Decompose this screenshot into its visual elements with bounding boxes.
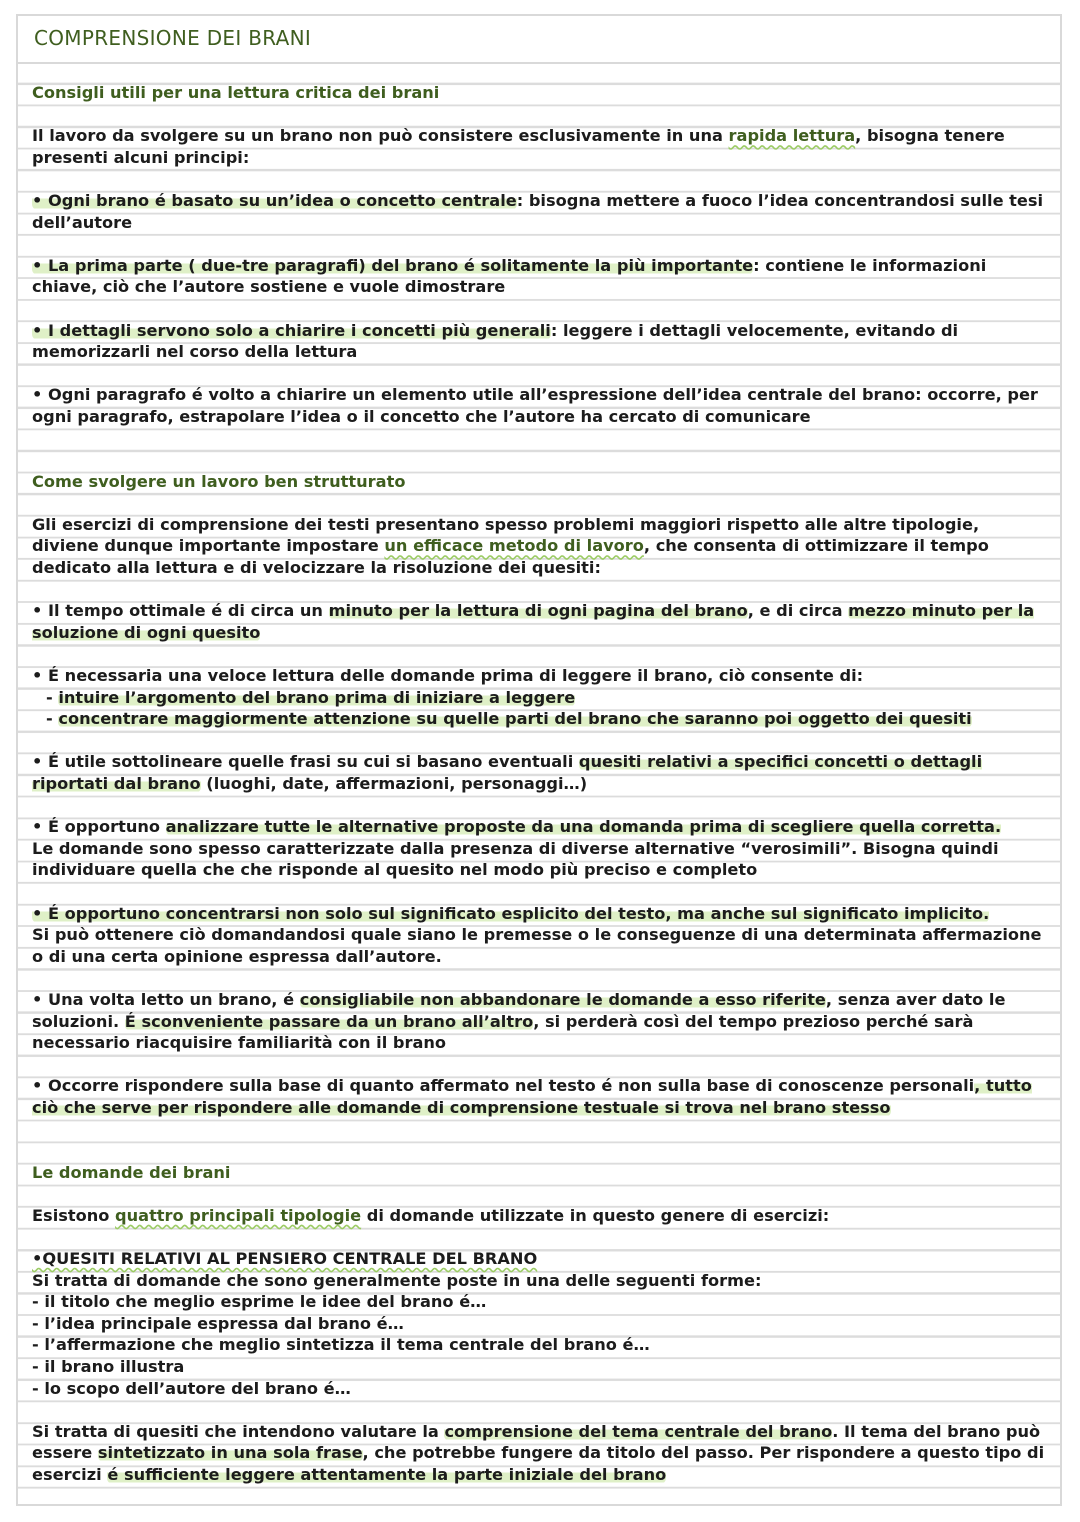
text: • Una volta letto un brano, é (32, 989, 300, 1009)
bullet-item (32, 665, 1050, 730)
text: di domande utilizzate in questo genere di esercizi: (361, 1205, 830, 1225)
highlight: consigliabile non abbandonare le domande a esso riferite (299, 989, 826, 1009)
highlight: • I dettagli servono solo a chiarire i concetti più generali (32, 320, 551, 340)
text: Il lavoro da svolgere su un brano non può consistere esclusivamente in una (32, 126, 729, 146)
form-item: - lo scopo dell’autore del brano é… (32, 1378, 351, 1398)
text: • Occorre rispondere sulla base di quanto affermato nel testo é non sulla base di conoscenze personali (32, 1076, 975, 1096)
paragraph (32, 514, 1050, 579)
note-sheet (16, 14, 1062, 1506)
text: , che potrebbe fungere da titolo del passo. Per rispondere a questo tipo di esercizi (32, 1443, 1045, 1484)
paragraph (32, 125, 1050, 168)
highlight: quesiti relativi a specifici concetti o dettagli riportati dal brano (32, 752, 983, 793)
highlight: • Ogni brano é basato su un’idea o concetto centrale (32, 190, 517, 210)
text: , si perderà così del tempo prezioso perché sarà necessario riacquisire familiarità con il brano (32, 1011, 974, 1053)
highlight: concentrare maggiormente attenzione su quelle parti del brano che saranno poi oggetto dei quesiti (58, 709, 972, 729)
highlight: quattro principali tipologie (115, 1205, 362, 1225)
text: Si tratta di domande che sono generalmente poste in una delle seguenti forme: (32, 1270, 762, 1290)
highlight: • É opportuno concentrarsi non solo sul significato esplicito del testo, ma anche sul significato implicito. (32, 903, 990, 923)
note-content (32, 62, 1050, 1486)
highlight: comprensione del tema centrale del brano (444, 1421, 833, 1441)
text: Gli esercizi di comprensione dei testi presentano spesso problemi maggiori rispetto alle altre tipologie, diviene dunque importante impostare (32, 514, 980, 556)
bullet-item (32, 816, 1050, 881)
text: , bisogna tenere presenti alcuni principi: (32, 126, 1005, 167)
bullet-item (32, 255, 1050, 298)
section-heading-consigli: Consigli utili per una lettura critica dei brani (32, 83, 440, 102)
paragraph (32, 1205, 1050, 1227)
bullet-item (32, 190, 1050, 233)
question-type-title: •QUESITI RELATIVI AL PENSIERO CENTRALE DEL BRANO (32, 1249, 538, 1269)
highlight: minuto per la lettura di ogni pagina del brano (328, 601, 748, 621)
bullet-item (32, 903, 1050, 968)
text: , che consenta di ottimizzare il tempo dedicato alla lettura e di velocizzare la risoluzione dei quesiti: (32, 536, 989, 578)
highlight: é sufficiente leggere attentamente la parte iniziale del brano (107, 1465, 667, 1484)
text: • É opportuno (32, 817, 166, 837)
highlight: sintetizzato in una sola frase (97, 1443, 363, 1463)
text: , senza aver dato le soluzioni. (32, 989, 1006, 1031)
page-title: COMPRENSIONE DEI BRANI (34, 26, 312, 50)
form-item: - l’idea principale espressa dal brano é… (32, 1313, 404, 1333)
bullet-item (32, 600, 1050, 643)
sub-item (32, 687, 1050, 709)
highlight: un efficace metodo di lavoro (384, 536, 644, 556)
text: Si tratta di quesiti che intendono valutare la (32, 1421, 445, 1441)
bullet-item (32, 320, 1050, 363)
text: : contiene le informazioni chiave, ciò che l’autore sostiene e vuole dimostrare (32, 255, 987, 297)
text: • É necessaria una veloce lettura delle domande prima di leggere il brano, ciò consente di: (32, 666, 864, 686)
text: . Il tema del brano può essere (32, 1421, 1041, 1463)
bullet-item (32, 751, 1050, 794)
text: : bisogna mettere a fuoco l’idea concentrandosi sulle tesi dell’autore (32, 190, 1044, 232)
title-bar (18, 16, 1060, 64)
text: • Il tempo ottimale é di circa un (32, 601, 329, 621)
highlight: analizzare tutte le alternative proposte da una domanda prima di scegliere quella corretta. (165, 817, 1002, 837)
bullet-item (32, 989, 1050, 1054)
form-item: - il brano illustra (32, 1357, 185, 1377)
bullet-item: • Ogni paragrafo é volto a chiarire un elemento utile all’espressione dell’idea centrale del brano: occorre, per ogni paragrafo, estrapolare l’idea o il concetto che l’autore ha cercato di comunicare (32, 385, 1038, 426)
sub-item (32, 708, 1050, 730)
highlight: , tutto ciò che serve per rispondere alle domande di comprensione testuale si trova nel brano stesso (32, 1076, 1032, 1117)
text: , e di circa (747, 601, 849, 621)
section-heading-domande: Le domande dei brani (32, 1162, 231, 1182)
section-heading-lavoro: Come svolgere un lavoro ben strutturato (32, 471, 406, 491)
highlight: mezzo minuto per la soluzione di ogni quesito (32, 601, 1035, 642)
text: - (46, 687, 59, 707)
form-item: - il titolo che meglio esprime le idee del brano é… (32, 1292, 487, 1312)
text: Esistono (32, 1205, 116, 1225)
bullet-item (32, 1075, 1050, 1118)
paragraph (32, 1421, 1050, 1486)
question-type-block (32, 1248, 1050, 1399)
text: • É utile sottolineare quelle frasi su cui si basano eventuali (32, 752, 579, 772)
text: : leggere i dettagli velocemente, evitando di memorizzarli nel corso della lettura (32, 320, 959, 362)
highlight: rapida lettura (728, 126, 856, 146)
text: Le domande sono spesso caratterizzate dalla presenza di diverse alternative “verosimili”. Bisogna quindi individuare quella che che risponde al quesito nel modo più preciso e completo (32, 838, 999, 880)
highlight: intuire l’argomento del brano prima di iniziare a leggere (58, 687, 576, 707)
text: - (46, 709, 59, 729)
highlight: É sconveniente passare da un brano all’altro (124, 1011, 534, 1031)
highlight: • La prima parte ( due-tre paragrafi) del brano é solitamente la più importante (32, 255, 754, 275)
form-item: - l’affermazione che meglio sintetizza il tema centrale del brano é… (32, 1335, 650, 1355)
text: (luoghi, date, affermazioni, personaggi…) (200, 774, 588, 793)
text: Si può ottenere ciò domandandosi quale siano le premesse o le conseguenze di una determinata affermazione o di una certa opinione espressa dall’autore. (32, 925, 1042, 966)
